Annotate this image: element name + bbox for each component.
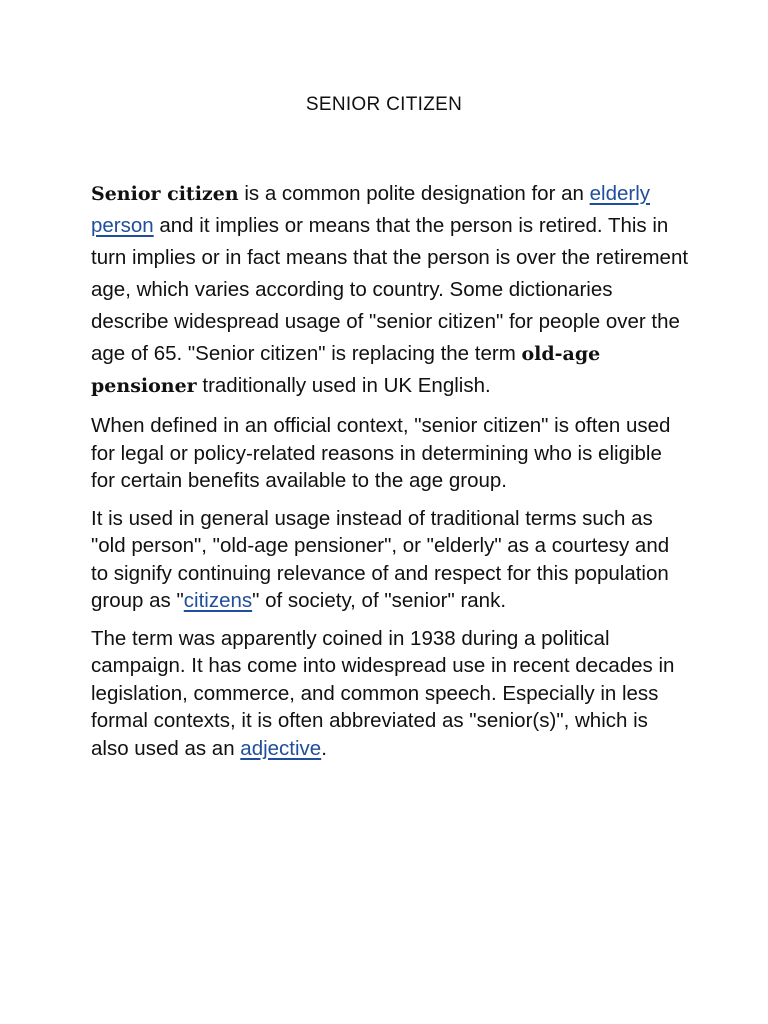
paragraph-definition [91,178,691,402]
page-title: SENIOR CITIZEN [305,94,463,115]
document-body [91,178,691,772]
link-adjective[interactable]: adjective [240,736,322,760]
paragraph-general-usage [91,505,691,615]
paragraph-text: " of society, of "senior" rank. [252,589,507,612]
term-senior-citizen: Senior citizen [91,183,239,205]
paragraph-text: and it implies or means that the person is retired. This in turn implies or in fact means that the person is over the retirement age, which varies according to country. Some dictionaries describe widespread usage of "senior citizen" for people over the age of 65. "Senior citizen" is replacing the term [91,214,689,365]
paragraph-text: traditionally used in UK English. [196,374,491,397]
paragraph-text: It is used in general usage instead of traditional terms such as "old person", "old-age pensioner", or "elderly" as a courtesy and to signify continuing relevance of and respect for this population group as " [91,506,670,612]
paragraph-text: The term was apparently coined in 1938 during a political campaign. It has come into widespread use in recent decades in legislation, commerce, and common speech. Especially in less formal contexts, it is often abbreviated as "senior(s)", which is also used as an [91,626,675,760]
link-elderly-person[interactable]: elderly person [91,182,650,237]
paragraph-text: is a common polite designation for an [238,182,590,205]
paragraph-text: . [321,736,327,760]
paragraph-term-origin [91,625,691,763]
link-citizens[interactable]: citizens [183,589,253,612]
term-old-age-pensioner: old-age pensioner [91,343,601,397]
paragraph-official-context: When defined in an official context, "senior citizen" is often used for legal or policy-related reasons in determining who is eligible for certain benefits available to the age group. [91,414,671,492]
